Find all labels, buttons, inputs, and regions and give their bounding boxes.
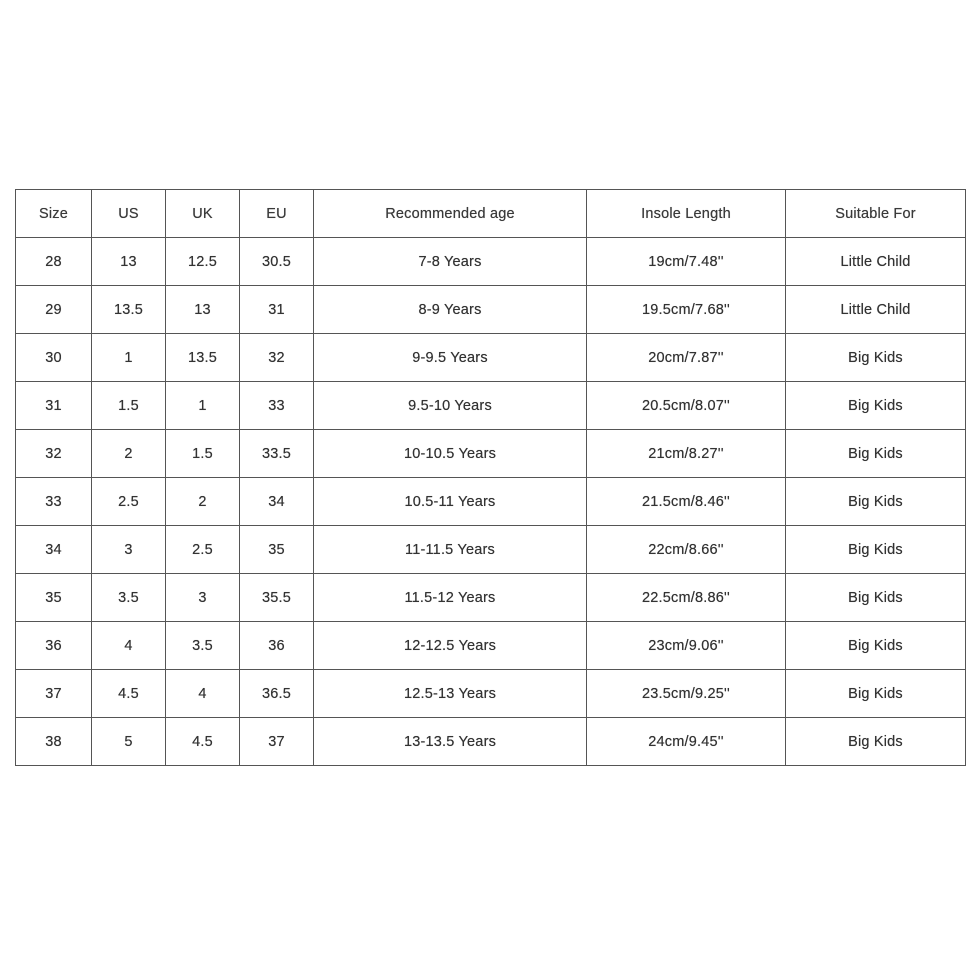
table-header-row [16, 190, 966, 238]
table-row [16, 622, 966, 670]
cell-insole-length: 22.5cm/8.86'' [587, 574, 786, 622]
cell-uk: 1 [166, 382, 240, 430]
table-row [16, 286, 966, 334]
cell-uk: 4 [166, 670, 240, 718]
table-row [16, 334, 966, 382]
cell-uk: 3.5 [166, 622, 240, 670]
cell-insole-length: 20cm/7.87'' [587, 334, 786, 382]
cell-size: 34 [16, 526, 92, 574]
header-suitable-for: Suitable For [786, 190, 966, 238]
cell-eu: 37 [240, 718, 314, 766]
table-row [16, 430, 966, 478]
cell-uk: 3 [166, 574, 240, 622]
cell-eu: 30.5 [240, 238, 314, 286]
cell-suitable-for: Little Child [786, 286, 966, 334]
cell-suitable-for: Big Kids [786, 382, 966, 430]
cell-size: 35 [16, 574, 92, 622]
table-row [16, 574, 966, 622]
cell-us: 2 [92, 430, 166, 478]
cell-suitable-for: Big Kids [786, 622, 966, 670]
cell-eu: 33 [240, 382, 314, 430]
cell-insole-length: 19cm/7.48'' [587, 238, 786, 286]
cell-suitable-for: Big Kids [786, 670, 966, 718]
cell-insole-length: 24cm/9.45'' [587, 718, 786, 766]
cell-uk: 13 [166, 286, 240, 334]
cell-uk: 4.5 [166, 718, 240, 766]
header-recommended-age: Recommended age [314, 190, 587, 238]
header-insole-length: Insole Length [587, 190, 786, 238]
table-row [16, 478, 966, 526]
header-uk: UK [166, 190, 240, 238]
cell-insole-length: 23.5cm/9.25'' [587, 670, 786, 718]
cell-uk: 12.5 [166, 238, 240, 286]
cell-eu: 31 [240, 286, 314, 334]
cell-eu: 35.5 [240, 574, 314, 622]
cell-us: 2.5 [92, 478, 166, 526]
cell-recommended-age: 8-9 Years [314, 286, 587, 334]
cell-recommended-age: 11.5-12 Years [314, 574, 587, 622]
cell-suitable-for: Big Kids [786, 334, 966, 382]
cell-insole-length: 19.5cm/7.68'' [587, 286, 786, 334]
cell-suitable-for: Big Kids [786, 430, 966, 478]
cell-size: 31 [16, 382, 92, 430]
table-row [16, 526, 966, 574]
cell-eu: 32 [240, 334, 314, 382]
table-row [16, 670, 966, 718]
cell-size: 30 [16, 334, 92, 382]
table-row [16, 238, 966, 286]
cell-us: 3 [92, 526, 166, 574]
cell-us: 3.5 [92, 574, 166, 622]
cell-eu: 35 [240, 526, 314, 574]
cell-recommended-age: 9.5-10 Years [314, 382, 587, 430]
cell-recommended-age: 10-10.5 Years [314, 430, 587, 478]
cell-insole-length: 21cm/8.27'' [587, 430, 786, 478]
header-eu: EU [240, 190, 314, 238]
cell-us: 13 [92, 238, 166, 286]
header-us: US [92, 190, 166, 238]
cell-recommended-age: 9-9.5 Years [314, 334, 587, 382]
cell-size: 28 [16, 238, 92, 286]
cell-uk: 13.5 [166, 334, 240, 382]
cell-suitable-for: Big Kids [786, 718, 966, 766]
cell-size: 36 [16, 622, 92, 670]
cell-suitable-for: Big Kids [786, 478, 966, 526]
cell-size: 29 [16, 286, 92, 334]
cell-suitable-for: Little Child [786, 238, 966, 286]
cell-insole-length: 23cm/9.06'' [587, 622, 786, 670]
cell-insole-length: 20.5cm/8.07'' [587, 382, 786, 430]
cell-uk: 2 [166, 478, 240, 526]
cell-us: 5 [92, 718, 166, 766]
cell-size: 38 [16, 718, 92, 766]
cell-eu: 34 [240, 478, 314, 526]
cell-us: 1.5 [92, 382, 166, 430]
cell-eu: 33.5 [240, 430, 314, 478]
cell-suitable-for: Big Kids [786, 526, 966, 574]
cell-recommended-age: 11-11.5 Years [314, 526, 587, 574]
cell-recommended-age: 12.5-13 Years [314, 670, 587, 718]
cell-size: 33 [16, 478, 92, 526]
cell-size: 32 [16, 430, 92, 478]
cell-suitable-for: Big Kids [786, 574, 966, 622]
table-row [16, 718, 966, 766]
cell-uk: 2.5 [166, 526, 240, 574]
cell-recommended-age: 7-8 Years [314, 238, 587, 286]
size-chart-table [15, 189, 966, 766]
table-body [16, 238, 966, 766]
cell-us: 4 [92, 622, 166, 670]
cell-insole-length: 21.5cm/8.46'' [587, 478, 786, 526]
cell-recommended-age: 12-12.5 Years [314, 622, 587, 670]
cell-us: 4.5 [92, 670, 166, 718]
cell-insole-length: 22cm/8.66'' [587, 526, 786, 574]
table-row [16, 382, 966, 430]
header-size: Size [16, 190, 92, 238]
cell-size: 37 [16, 670, 92, 718]
cell-recommended-age: 10.5-11 Years [314, 478, 587, 526]
cell-recommended-age: 13-13.5 Years [314, 718, 587, 766]
cell-eu: 36 [240, 622, 314, 670]
cell-us: 13.5 [92, 286, 166, 334]
cell-us: 1 [92, 334, 166, 382]
cell-eu: 36.5 [240, 670, 314, 718]
cell-uk: 1.5 [166, 430, 240, 478]
